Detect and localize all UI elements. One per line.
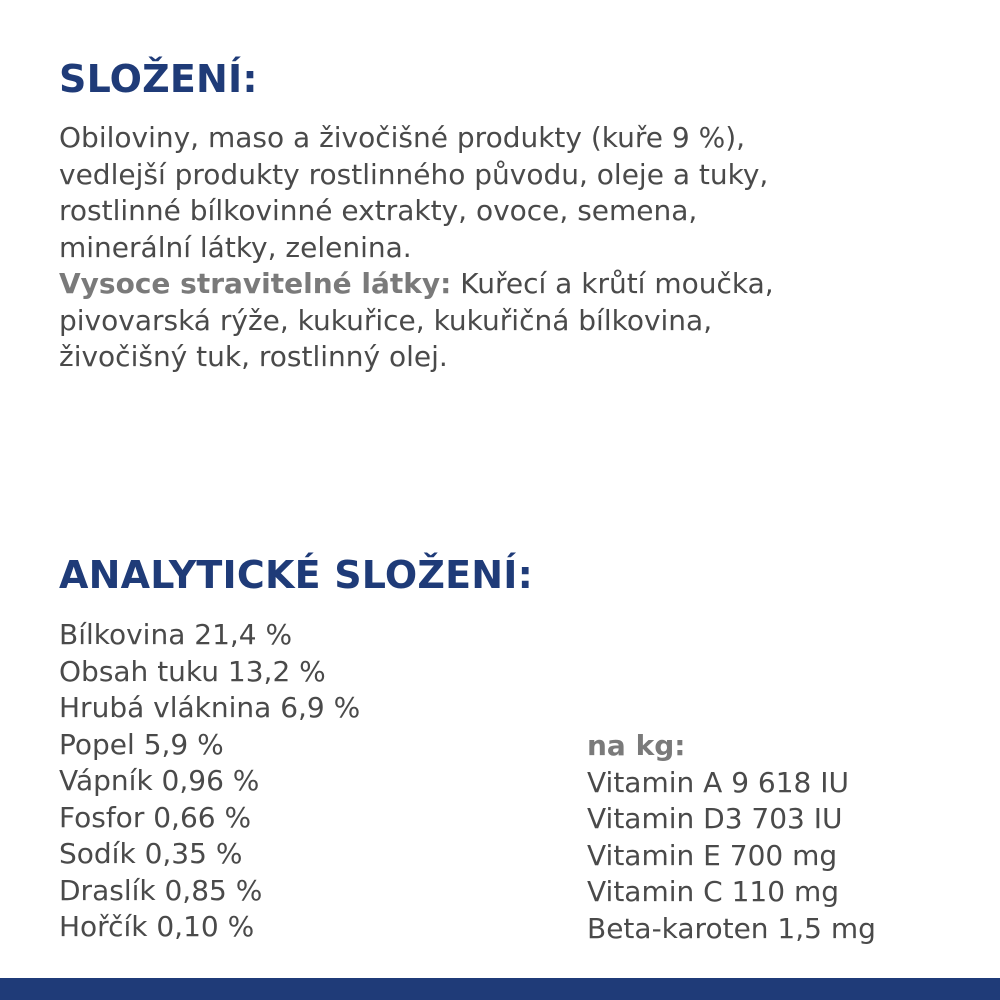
analytical-item: Obsah tuku 13,2 % bbox=[59, 654, 326, 688]
per-kg-item: Beta-karoten 1,5 mg bbox=[587, 911, 876, 945]
analytical-item: Hořčík 0,10 % bbox=[59, 910, 255, 943]
per-kg-item: Vitamin C 110 mg bbox=[587, 875, 839, 908]
per-kg-section bbox=[587, 728, 876, 947]
per-kg-item: Vitamin D3 703 IU bbox=[587, 802, 843, 835]
per-kg-item: Vitamin A 9 618 IU bbox=[587, 765, 850, 799]
analytical-item: Fosfor 0,66 % bbox=[59, 800, 252, 834]
digestible-label: Vysoce stravitelné látky: bbox=[59, 267, 452, 300]
composition-line: Obiloviny, maso a živočišné produkty (kuře 9 %), bbox=[59, 121, 746, 154]
composition-text bbox=[59, 120, 979, 376]
composition-line: vedlejší produkty rostlinného původu, oleje a tuky, bbox=[59, 157, 769, 191]
per-kg-list bbox=[587, 765, 876, 948]
composition-heading: SLOŽENÍ: bbox=[59, 57, 258, 101]
digestible-text: Kuřecí a krůtí moučka, bbox=[451, 267, 774, 300]
analytical-item: Bílkovina 21,4 % bbox=[59, 618, 293, 651]
digestible-line: živočišný tuk, rostlinný olej. bbox=[59, 340, 448, 373]
analytical-item: Hrubá vláknina 6,9 % bbox=[59, 691, 361, 724]
analytical-item: Draslík 0,85 % bbox=[59, 873, 263, 907]
digestible-line bbox=[59, 266, 979, 303]
footer-bar bbox=[0, 978, 1000, 1000]
per-kg-heading: na kg: bbox=[587, 729, 686, 762]
analytical-heading: ANALYTICKÉ SLOŽENÍ: bbox=[59, 553, 533, 597]
analytical-item: Sodík 0,35 % bbox=[59, 837, 243, 870]
analytical-list bbox=[59, 617, 360, 946]
composition-line: rostlinné bílkovinné extrakty, ovoce, semena, bbox=[59, 194, 698, 227]
per-kg-item: Vitamin E 700 mg bbox=[587, 838, 838, 872]
digestible-line: pivovarská rýže, kukuřice, kukuřičná bílkovina, bbox=[59, 303, 713, 337]
analytical-item: Popel 5,9 % bbox=[59, 727, 224, 761]
analytical-item: Vápník 0,96 % bbox=[59, 764, 260, 797]
composition-line: minerální látky, zelenina. bbox=[59, 230, 412, 264]
